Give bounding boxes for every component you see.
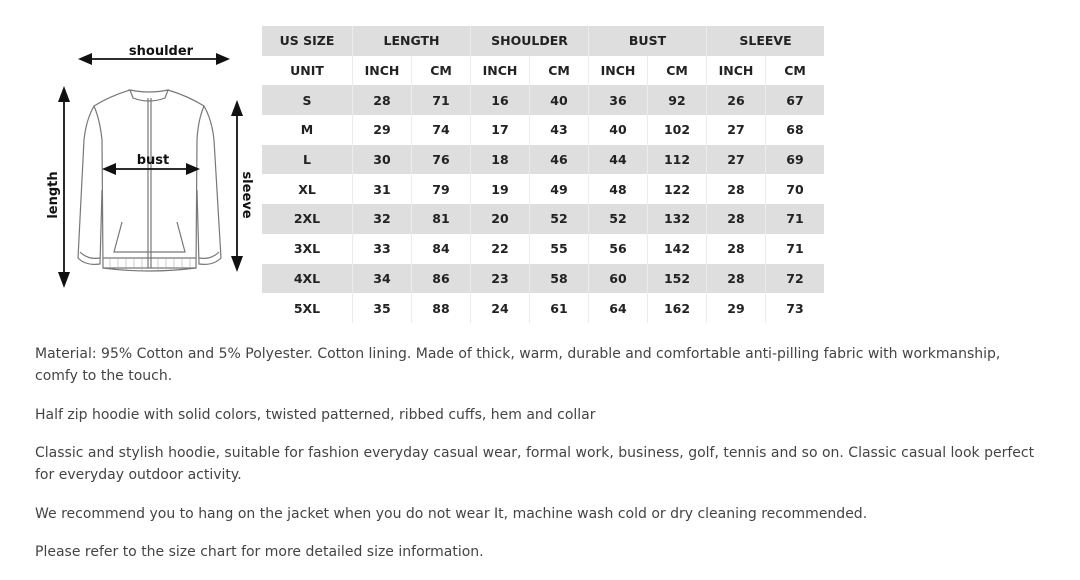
- measure-cell: 122: [648, 174, 707, 204]
- unit-cell: CM: [784, 63, 806, 79]
- description-paragraph: Material: 95% Cotton and 5% Polyester. Cotton lining. Made of thick, warm, durable and comfortable anti-pilling fabric with workmanship, comfy to the touch.: [35, 346, 1001, 384]
- table-row: [262, 204, 824, 234]
- measure-cell: 40: [589, 115, 648, 145]
- table-row: [262, 293, 824, 323]
- measure-cell: 70: [786, 181, 804, 197]
- measure-cell: 49: [530, 174, 589, 204]
- measure-cell: 28: [353, 85, 412, 115]
- measure-cell: 132: [648, 204, 707, 234]
- header-sleeve: SLEEVE: [707, 26, 825, 56]
- table-row: [262, 115, 824, 145]
- measure-cell: 28: [707, 204, 766, 234]
- length-label: length: [46, 171, 61, 219]
- size-cell: 5XL: [262, 293, 353, 323]
- description-paragraph: Please refer to the size chart for more detailed size information.: [35, 544, 484, 560]
- measure-cell: 27: [707, 145, 766, 175]
- table-row: [262, 264, 824, 294]
- measure-cell: 61: [530, 293, 589, 323]
- description-paragraph: Half zip hoodie with solid colors, twisted patterned, ribbed cuffs, hem and collar: [35, 406, 596, 423]
- measure-cell: 24: [471, 293, 530, 323]
- measure-cell: 20: [471, 204, 530, 234]
- measure-cell: 67: [766, 85, 825, 115]
- measure-cell: 48: [589, 174, 648, 204]
- table-row: [262, 174, 824, 204]
- size-cell: L: [262, 145, 353, 175]
- unit-cell: INCH: [589, 56, 648, 86]
- measure-cell: 69: [766, 145, 825, 175]
- measure-cell: 40: [530, 85, 589, 115]
- measure-cell: 30: [353, 145, 412, 175]
- measure-cell: 18: [471, 145, 530, 175]
- measure-cell: 28: [707, 264, 766, 294]
- table-header-row: [262, 26, 824, 56]
- measure-cell: 76: [412, 145, 471, 175]
- table-row: [262, 234, 824, 264]
- measure-cell: 64: [589, 293, 648, 323]
- measure-cell: 33: [353, 234, 412, 264]
- header-bust: BUST: [589, 26, 707, 56]
- measure-cell: 60: [589, 264, 648, 294]
- measure-cell: 88: [412, 293, 471, 323]
- measure-cell: 58: [530, 264, 589, 294]
- measure-cell: 29: [707, 293, 766, 323]
- hoodie-illustration: [30, 30, 260, 300]
- measure-cell: 43: [530, 115, 589, 145]
- size-cell: S: [262, 85, 353, 115]
- unit-cell: UNIT: [262, 56, 353, 86]
- measure-cell: 71: [786, 241, 804, 257]
- measure-cell: 72: [766, 264, 825, 294]
- measure-cell: 52: [589, 204, 648, 234]
- unit-cell: CM: [412, 56, 471, 86]
- header-shoulder: SHOULDER: [471, 26, 589, 56]
- measure-cell: 44: [589, 145, 648, 175]
- unit-cell: CM: [648, 56, 707, 86]
- table-row: [262, 85, 824, 115]
- measure-cell: 17: [471, 115, 530, 145]
- description-paragraph: We recommend you to hang on the jacket when you do not wear It, machine wash cold or dry cleaning recommended.: [35, 505, 868, 522]
- header-length: LENGTH: [353, 26, 471, 56]
- size-cell: 3XL: [262, 234, 353, 264]
- measure-cell: 26: [707, 85, 766, 115]
- measure-cell: 52: [530, 204, 589, 234]
- measure-cell: 92: [648, 85, 707, 115]
- unit-cell: INCH: [353, 56, 412, 86]
- product-description: [35, 343, 1035, 580]
- size-cell: M: [262, 115, 353, 145]
- measure-cell: 34: [353, 264, 412, 294]
- measure-cell: 36: [589, 85, 648, 115]
- measure-cell: 23: [471, 264, 530, 294]
- measure-cell: 112: [648, 145, 707, 175]
- measure-cell: 19: [471, 174, 530, 204]
- measure-cell: 46: [530, 145, 589, 175]
- unit-cell: INCH: [471, 56, 530, 86]
- measure-cell: 71: [766, 204, 825, 234]
- measure-cell: 86: [412, 264, 471, 294]
- measure-cell: 68: [786, 122, 804, 138]
- measure-cell: 81: [412, 204, 471, 234]
- measure-cell: 152: [648, 264, 707, 294]
- measure-cell: 84: [412, 234, 471, 264]
- measure-cell: 56: [589, 234, 648, 264]
- measure-cell: 73: [786, 300, 804, 316]
- size-rows: [262, 85, 824, 323]
- measure-cell: 31: [353, 174, 412, 204]
- hoodie-outline: [78, 90, 221, 271]
- bust-label: bust: [136, 153, 170, 168]
- unit-cell: INCH: [707, 56, 766, 86]
- size-cell: XL: [262, 174, 353, 204]
- measure-cell: 74: [412, 115, 471, 145]
- measure-cell: 71: [412, 85, 471, 115]
- size-cell: 2XL: [262, 204, 353, 234]
- measure-cell: 28: [707, 174, 766, 204]
- measure-cell: 29: [353, 115, 412, 145]
- measure-cell: 55: [530, 234, 589, 264]
- description-paragraph: Classic and stylish hoodie, suitable for fashion everyday casual wear, formal work, business, golf, tennis and so on. Classic casual look perfect for everyday outdoor activity.: [35, 445, 1035, 483]
- measure-cell: 79: [412, 174, 471, 204]
- shoulder-label: shoulder: [128, 44, 194, 59]
- measure-cell: 16: [471, 85, 530, 115]
- measure-cell: 102: [648, 115, 707, 145]
- measure-cell: 142: [648, 234, 707, 264]
- table-unit-row: [262, 56, 824, 86]
- size-diagram: [30, 30, 260, 300]
- measure-cell: 27: [707, 115, 766, 145]
- measure-cell: 35: [353, 293, 412, 323]
- header-us-size: US SIZE: [262, 26, 353, 56]
- table-row: [262, 145, 824, 175]
- measure-cell: 28: [707, 234, 766, 264]
- size-chart-table: [262, 26, 824, 323]
- unit-cell: CM: [530, 56, 589, 86]
- size-cell: 4XL: [262, 264, 353, 294]
- measure-cell: 22: [471, 234, 530, 264]
- sleeve-label: sleeve: [239, 171, 254, 219]
- measure-cell: 162: [648, 293, 707, 323]
- measure-cell: 32: [353, 204, 412, 234]
